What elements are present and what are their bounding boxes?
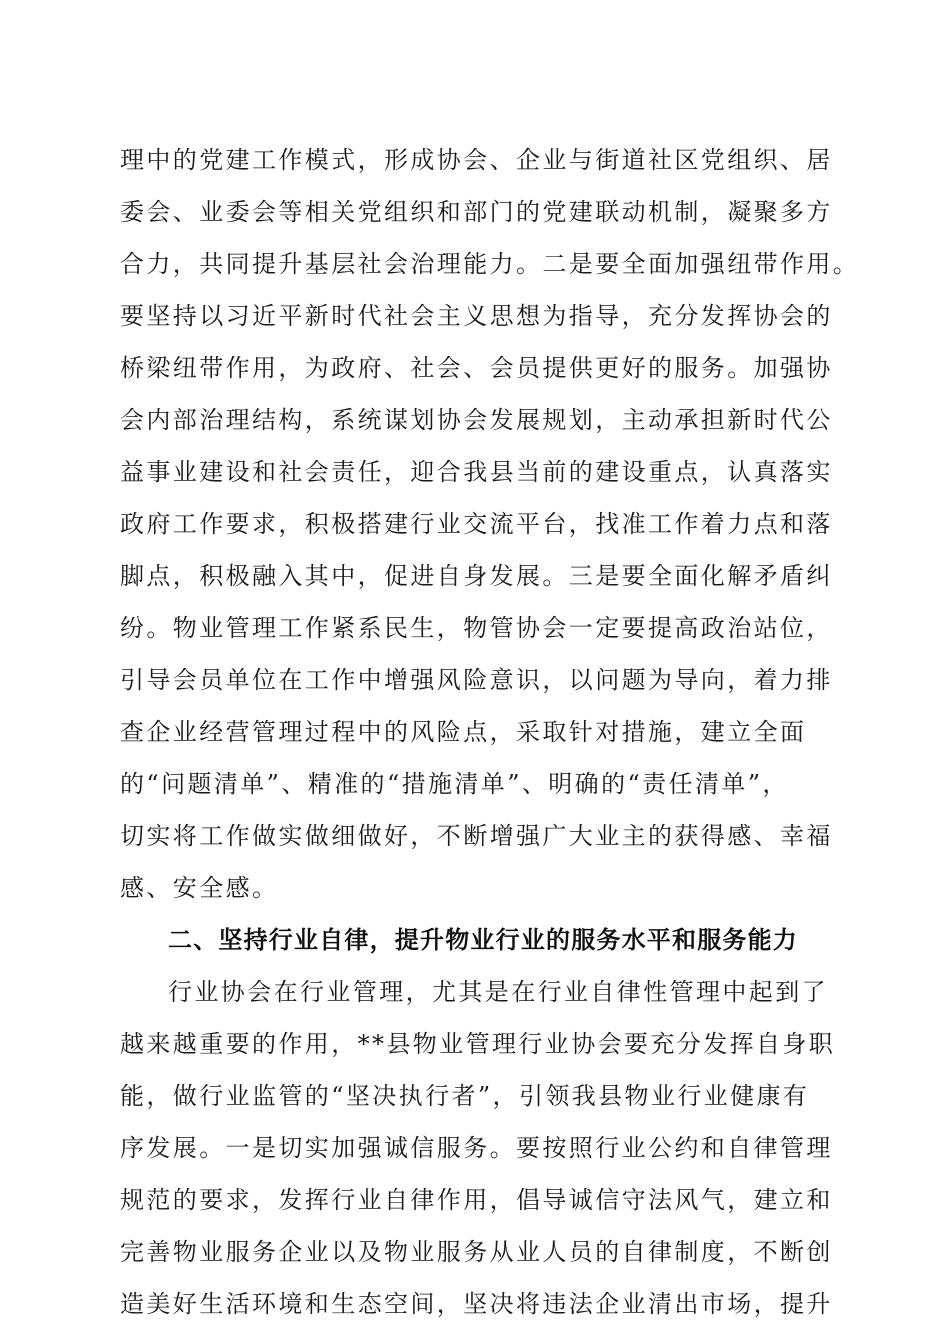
text-line: 能，做行业监管的“坚决执行者”，引领我县物业行业健康有 (120, 1082, 810, 1110)
text-line: 会内部治理结构，系统谋划协会发展规划，主动承担新时代公 (120, 406, 833, 434)
text-line: 理中的党建工作模式，形成协会、企业与街道社区党组织、居 (120, 146, 833, 174)
text-line: 合力，共同提升基层社会治理能力。二是要全面加强纽带作用。 (120, 250, 860, 278)
text-line: 造美好生活环境和生态空间，坚决将违法企业清出市场，提升 (120, 1290, 833, 1318)
text-line: 委会、业委会等相关党组织和部门的党建联动机制，凝聚多方 (120, 198, 833, 226)
text-line: 政府工作要求，积极搭建行业交流平台，找准工作着力点和落 (120, 510, 833, 538)
text-line: 感、安全感。 (120, 874, 279, 902)
text-line: 切实将工作做实做细做好，不断增强广大业主的获得感、幸福 (120, 822, 833, 850)
text-line: 规范的要求，发挥行业自律作用，倡导诚信守法风气，建立和 (120, 1186, 833, 1214)
text-line: 纷。物业管理工作紧系民生，物管协会一定要提高政治站位， (120, 614, 833, 642)
text-line: 脚点，积极融入其中，促进自身发展。三是要全面化解矛盾纠 (120, 562, 833, 590)
section-heading: 二、坚持行业自律，提升物业行业的服务水平和服务能力 (168, 926, 798, 954)
text-line: 要坚持以习近平新时代社会主义思想为指导，充分发挥协会的 (120, 302, 833, 330)
text-line: 序发展。一是切实加强诚信服务。要按照行业公约和自律管理 (120, 1134, 833, 1162)
paragraph-first-line: 行业协会在行业管理，尤其是在行业自律性管理中起到了 (168, 978, 828, 1006)
text-line: 引导会员单位在工作中增强风险意识，以问题为导向，着力排 (120, 666, 833, 694)
text-line: 的“问题清单”、精准的“措施清单”、明确的“责任清单”， (120, 770, 789, 798)
text-line: 桥梁纽带作用，为政府、社会、会员提供更好的服务。加强协 (120, 354, 833, 382)
text-line: 查企业经营管理过程中的风险点，采取针对措施，建立全面 (120, 718, 807, 746)
text-line: 益事业建设和社会责任，迎合我县当前的建设重点，认真落实 (120, 458, 833, 486)
text-line: 完善物业服务企业以及物业服务从业人员的自律制度，不断创 (120, 1238, 833, 1266)
text-line: 越来越重要的作用，**县物业管理行业协会要充分发挥自身职 (120, 1030, 836, 1058)
